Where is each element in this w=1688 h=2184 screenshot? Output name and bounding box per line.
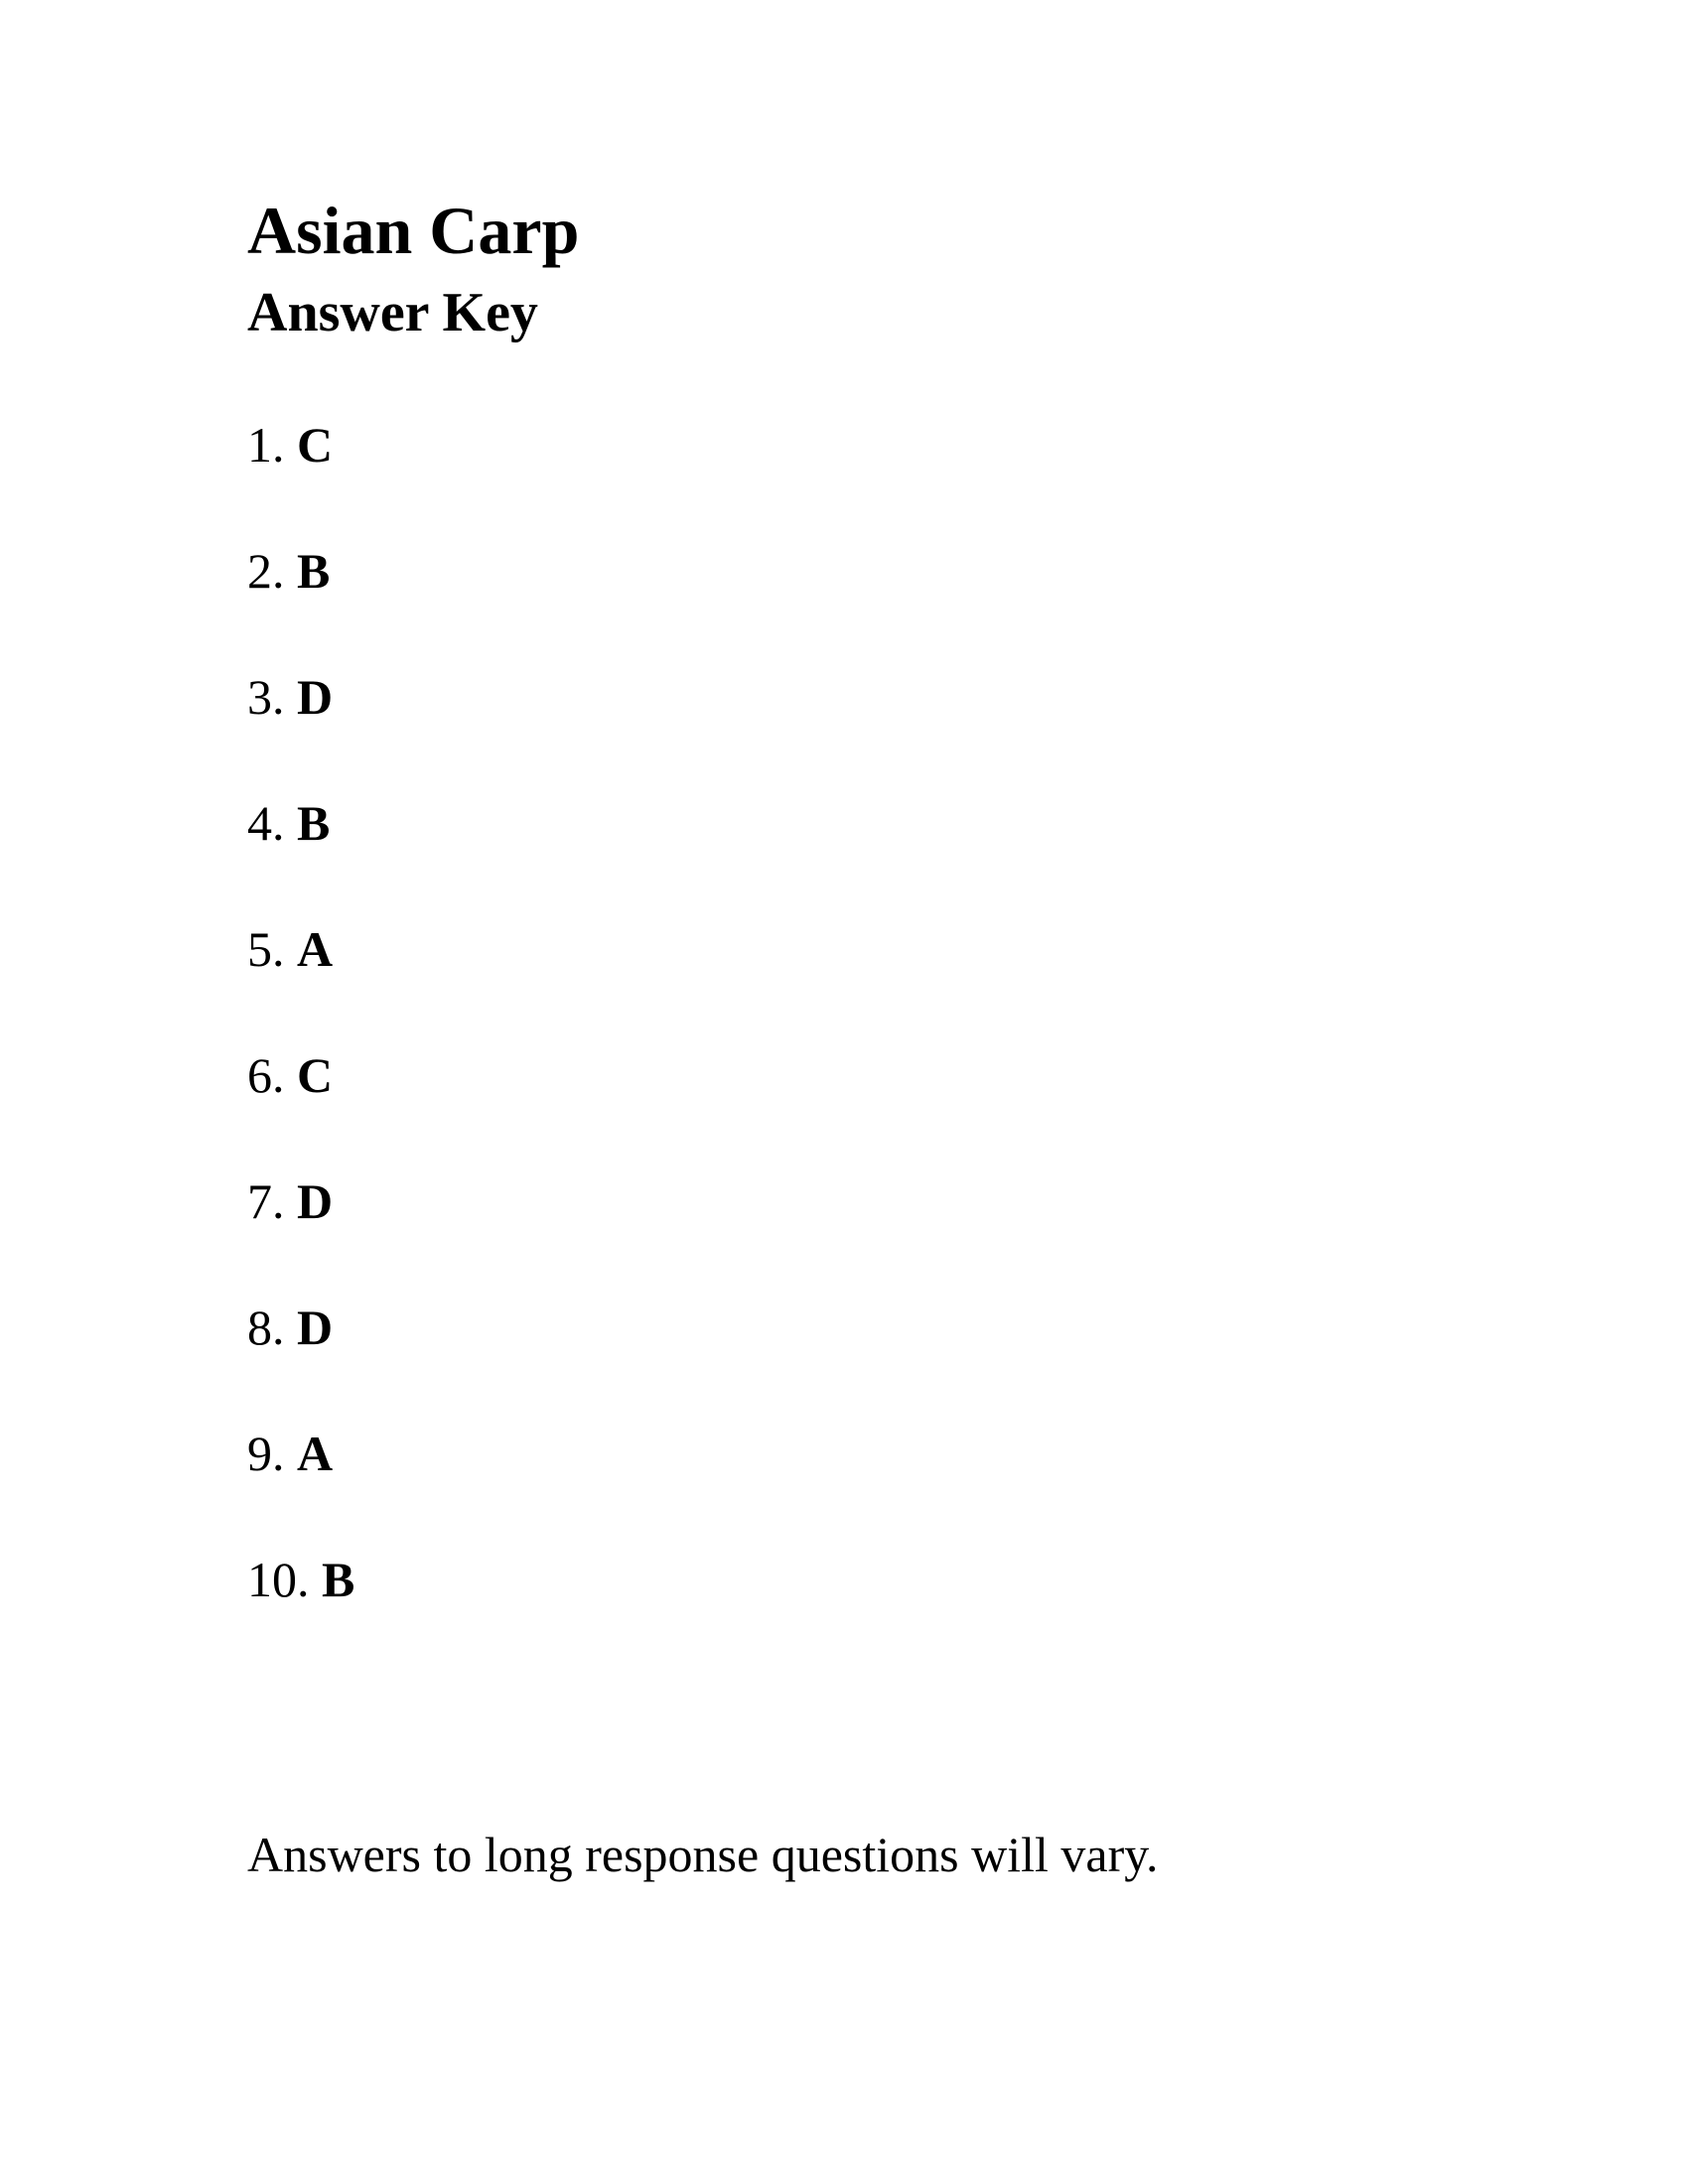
answer-item bbox=[247, 793, 354, 919]
answer-number: 10. bbox=[247, 1552, 310, 1607]
answer-letter: D bbox=[297, 1299, 334, 1355]
answer-letter: D bbox=[297, 669, 334, 725]
answer-letter: B bbox=[297, 543, 331, 599]
answer-item bbox=[247, 1171, 354, 1297]
answer-number: 4. bbox=[247, 795, 285, 851]
answer-list bbox=[247, 415, 354, 1676]
answer-letter: C bbox=[297, 1047, 334, 1103]
answer-letter: C bbox=[297, 417, 334, 473]
page-title: Asian Carp bbox=[247, 193, 580, 268]
answer-letter: B bbox=[297, 795, 331, 851]
answer-number: 3. bbox=[247, 669, 285, 725]
answer-item bbox=[247, 1297, 354, 1424]
answer-number: 7. bbox=[247, 1173, 285, 1229]
answer-item bbox=[247, 1550, 354, 1676]
answer-number: 1. bbox=[247, 417, 285, 473]
answer-number: 9. bbox=[247, 1426, 285, 1481]
answer-item bbox=[247, 1045, 354, 1171]
answer-letter: B bbox=[322, 1552, 355, 1607]
answer-item bbox=[247, 919, 354, 1045]
answer-item bbox=[247, 1424, 354, 1550]
answer-number: 5. bbox=[247, 921, 285, 977]
long-response-note: Answers to long response questions will vary. bbox=[247, 1827, 1159, 1882]
answer-letter: A bbox=[297, 921, 334, 977]
page-subtitle: Answer Key bbox=[247, 282, 538, 343]
answer-letter: A bbox=[297, 1426, 334, 1481]
answer-item bbox=[247, 415, 354, 541]
answer-item bbox=[247, 667, 354, 793]
answer-item bbox=[247, 541, 354, 667]
answer-letter: D bbox=[297, 1173, 334, 1229]
answer-number: 8. bbox=[247, 1299, 285, 1355]
answer-number: 2. bbox=[247, 543, 285, 599]
answer-number: 6. bbox=[247, 1047, 285, 1103]
